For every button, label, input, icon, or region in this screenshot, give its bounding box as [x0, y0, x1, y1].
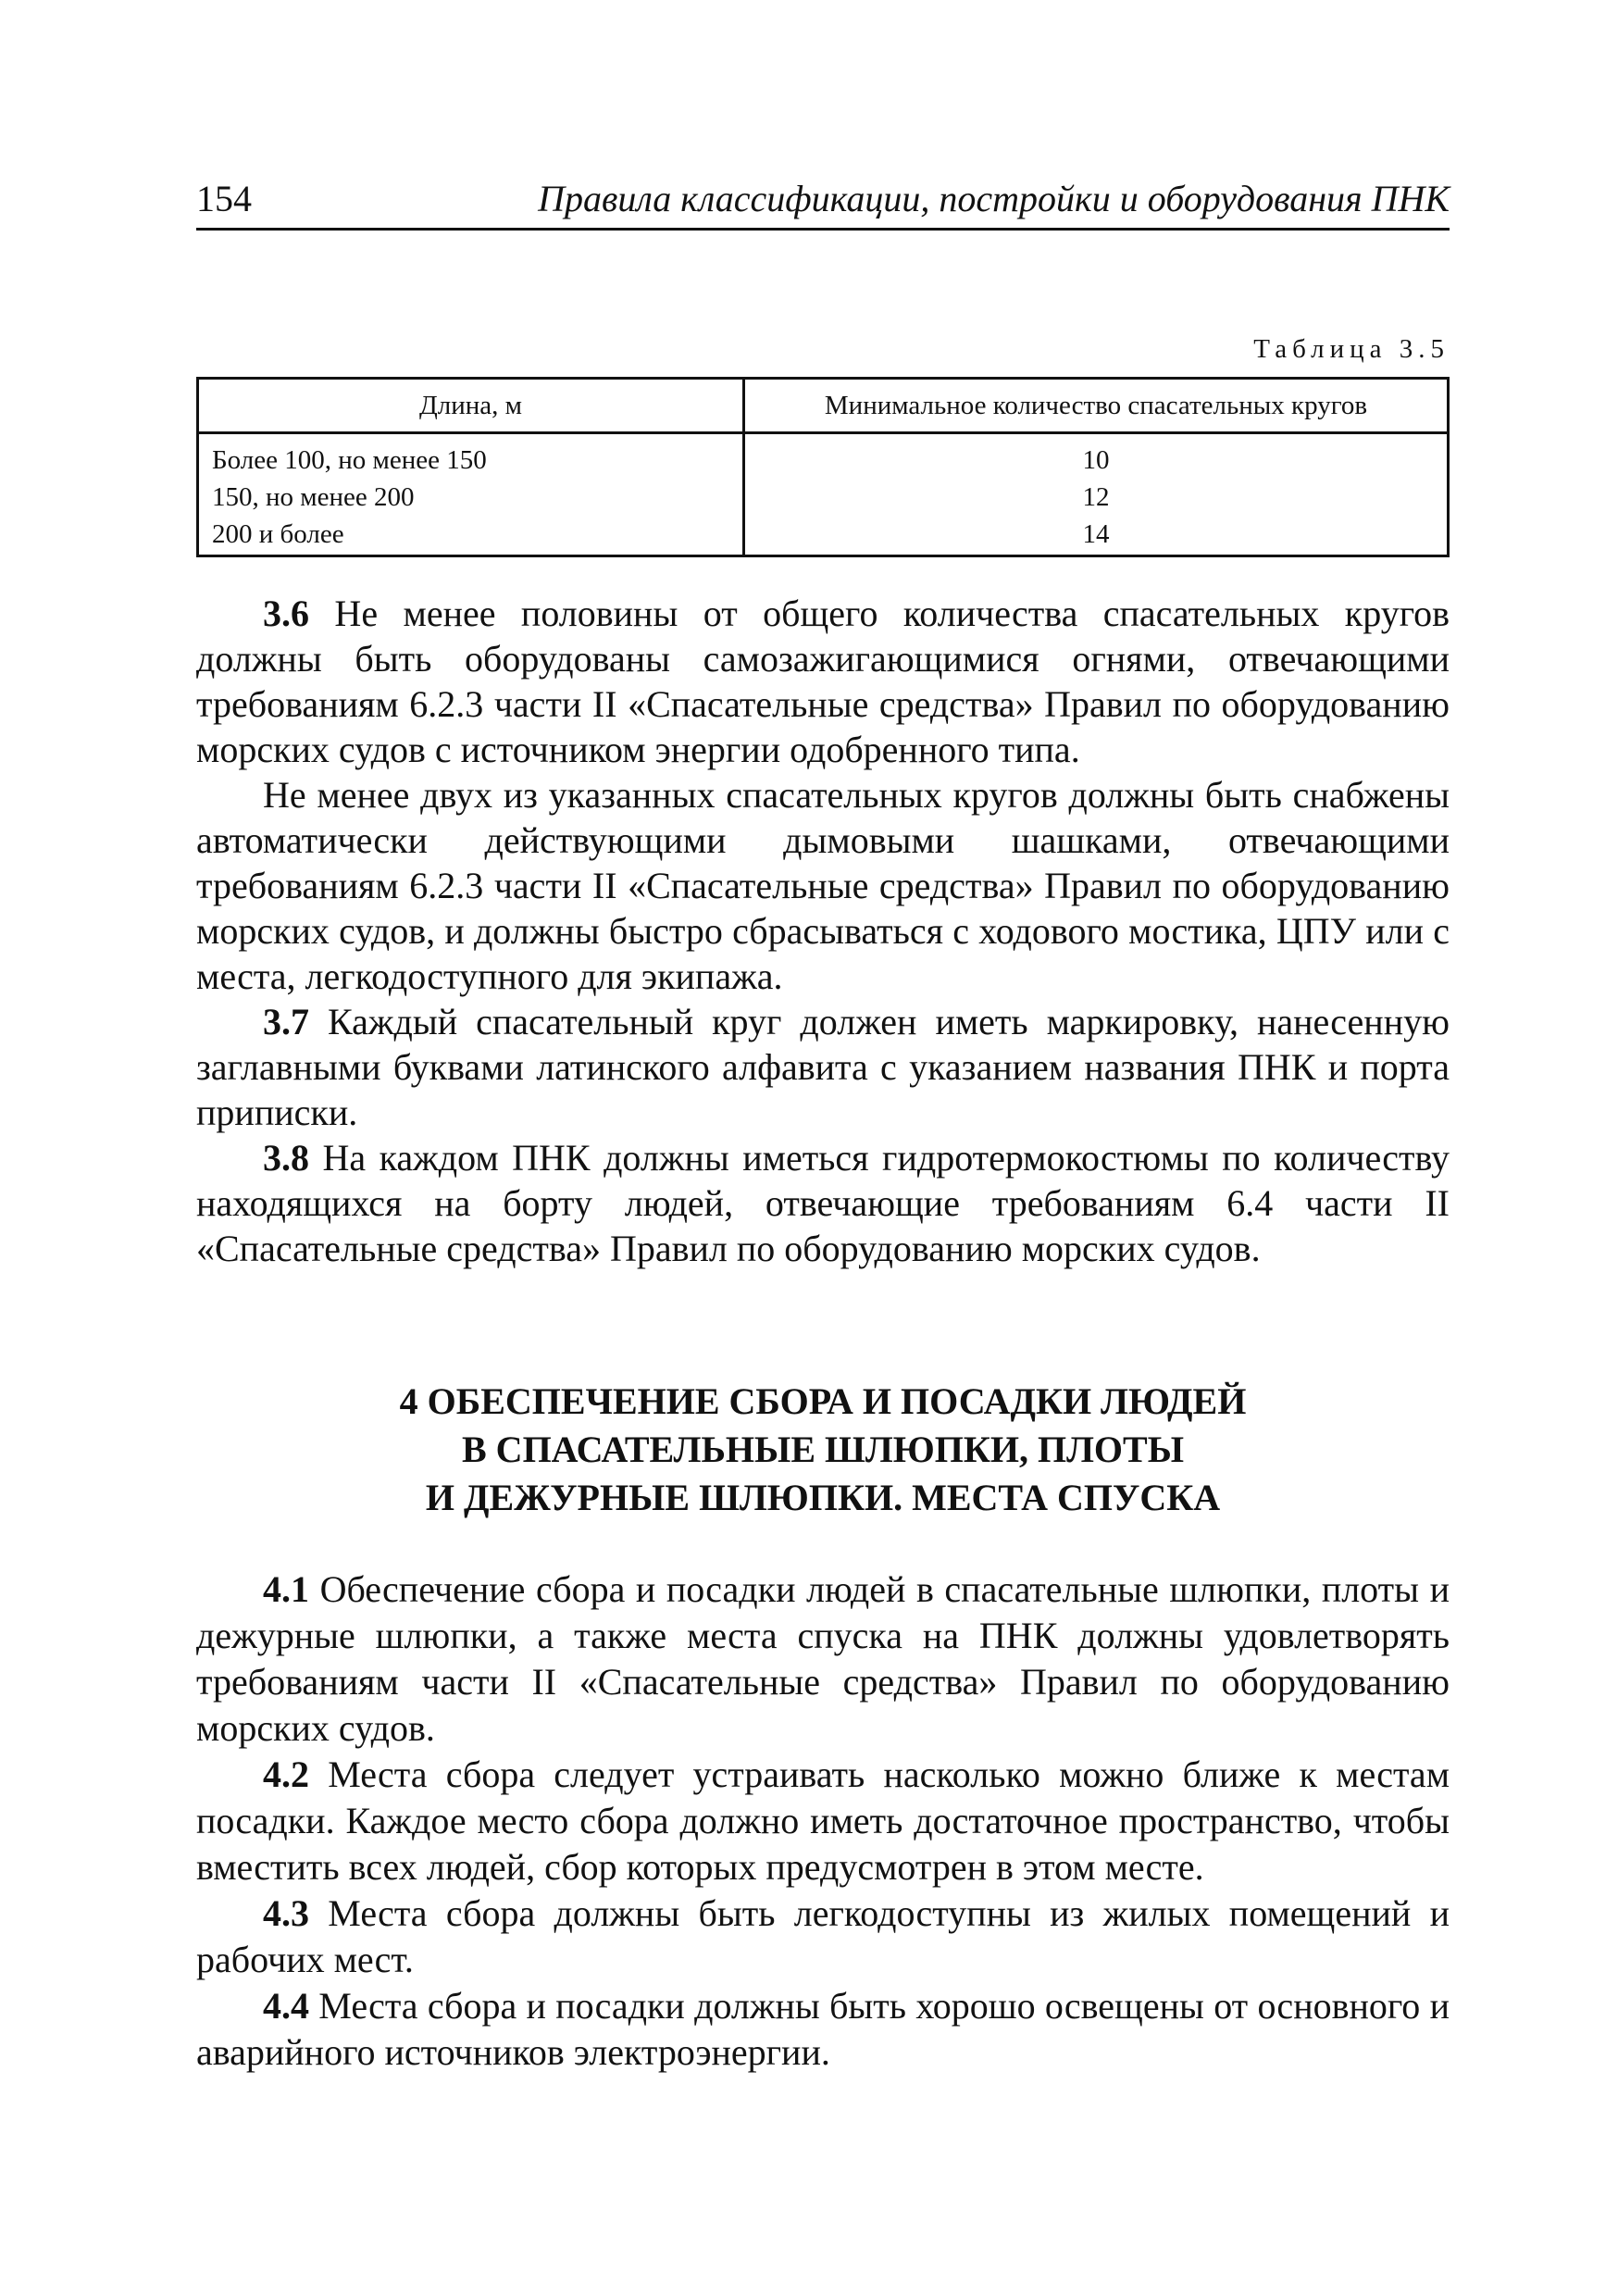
paragraph-number: 4.2 — [263, 1753, 309, 1795]
section-3-text — [196, 591, 1450, 1271]
table-row — [198, 433, 1449, 480]
table-row — [198, 479, 1449, 516]
page-number: 154 — [196, 178, 252, 219]
table-cell-length: Более 100, но менее 150 — [198, 433, 744, 480]
paragraph-number: 3.6 — [263, 593, 309, 634]
table-cell-count: 12 — [1082, 482, 1110, 512]
table-header-row — [198, 379, 1449, 433]
paragraph-4-3 — [196, 1890, 1450, 1983]
running-header — [196, 176, 1450, 231]
paragraph-number: 4.1 — [263, 1568, 309, 1610]
paragraph-number: 4.4 — [263, 1985, 309, 2027]
paragraph-number: 4.3 — [263, 1892, 309, 1934]
table-cell-count: 10 — [1082, 445, 1110, 475]
paragraph-4-2 — [196, 1752, 1450, 1890]
paragraph-4-4 — [196, 1983, 1450, 2076]
paragraph-text: Места сбора и посадки должны быть хорошо освещены от основного и аварийного источников электроэнергии. — [196, 1985, 1450, 2073]
paragraph-text: Каждый спасательный круг должен иметь маркировку, нанесенную заглавными буквами латинского алфавита с указанием названия ПНК и порта приписки. — [196, 1001, 1450, 1133]
paragraph-text: Обеспечение сбора и посадки людей в спасательные шлюпки, плоты и дежурные шлюпки, а также места спуска на ПНК должны удовлетворять требованиям части II «Спасательные средства» Правил по оборудованию морских судов. — [196, 1568, 1450, 1749]
paragraph-text: Не менее половины от общего количества спасательных кругов должны быть оборудованы самозажигающимися огнями, отвечающими требованиям 6.2.3 части II «Спасательные средства» Правил по оборудованию морских судов с источником энергии одобренного типа. — [196, 593, 1450, 770]
paragraph-text: Места сбора следует устраивать насколько можно ближе к местам посадки. Каждое место сбора должно иметь достаточное пространство, чтобы вместить всех людей, сбор которых предусмотрен в этом месте. — [196, 1753, 1450, 1888]
heading-line: 4 ОБЕСПЕЧЕНИЕ СБОРА И ПОСАДКИ ЛЮДЕЙ — [399, 1380, 1247, 1422]
paragraph-3-6 — [196, 591, 1450, 772]
table-caption: Таблица 3.5 — [1253, 334, 1450, 364]
table-cell-length: 150, но менее 200 — [198, 479, 744, 516]
table-row — [198, 516, 1449, 556]
table-header-length: Длина, м — [198, 379, 744, 433]
paragraph-number: 3.7 — [263, 1001, 309, 1042]
paragraph-4-1 — [196, 1566, 1450, 1752]
paragraph-3-6-continued — [196, 772, 1450, 999]
section-4-text — [196, 1566, 1450, 2076]
paragraph-text: Места сбора должны быть легкодоступны из жилых помещений и рабочих мест. — [196, 1892, 1450, 1980]
paragraph-text: На каждом ПНК должны иметься гидротермокостюмы по количеству находящихся на борту людей, отвечающие требованиям 6.4 части II «Спасательные средства» Правил по оборудованию морских судов. — [196, 1137, 1450, 1269]
table-cell-count: 14 — [1082, 519, 1110, 549]
paragraph-3-8 — [196, 1135, 1450, 1271]
paragraph-number: 3.8 — [263, 1137, 309, 1179]
chapter-4-heading — [196, 1378, 1450, 1522]
table-header-count: Минимальное количество спасательных кругов — [744, 379, 1449, 433]
paragraph-3-7 — [196, 999, 1450, 1135]
paragraph-text: Не менее двух из указанных спасательных кругов должны быть снабжены автоматически действующими дымовыми шашками, отвечающими требованиям 6.2.3 части II «Спасательные средства» Правил по оборудованию морских судов, и должны быстро сбрасываться с ходового мостика, ЦПУ или с места, легкодоступного для экипажа. — [196, 774, 1450, 997]
running-title: Правила классификации, постройки и оборудования ПНК — [538, 178, 1450, 219]
document-page — [196, 0, 1450, 2296]
lifebuoy-table — [196, 377, 1450, 557]
table-cell-length: 200 и более — [198, 516, 744, 556]
heading-line: В СПАСАТЕЛЬНЫЕ ШЛЮПКИ, ПЛОТЫ — [462, 1429, 1184, 1470]
heading-line: И ДЕЖУРНЫЕ ШЛЮПКИ. МЕСТА СПУСКА — [425, 1477, 1221, 1518]
